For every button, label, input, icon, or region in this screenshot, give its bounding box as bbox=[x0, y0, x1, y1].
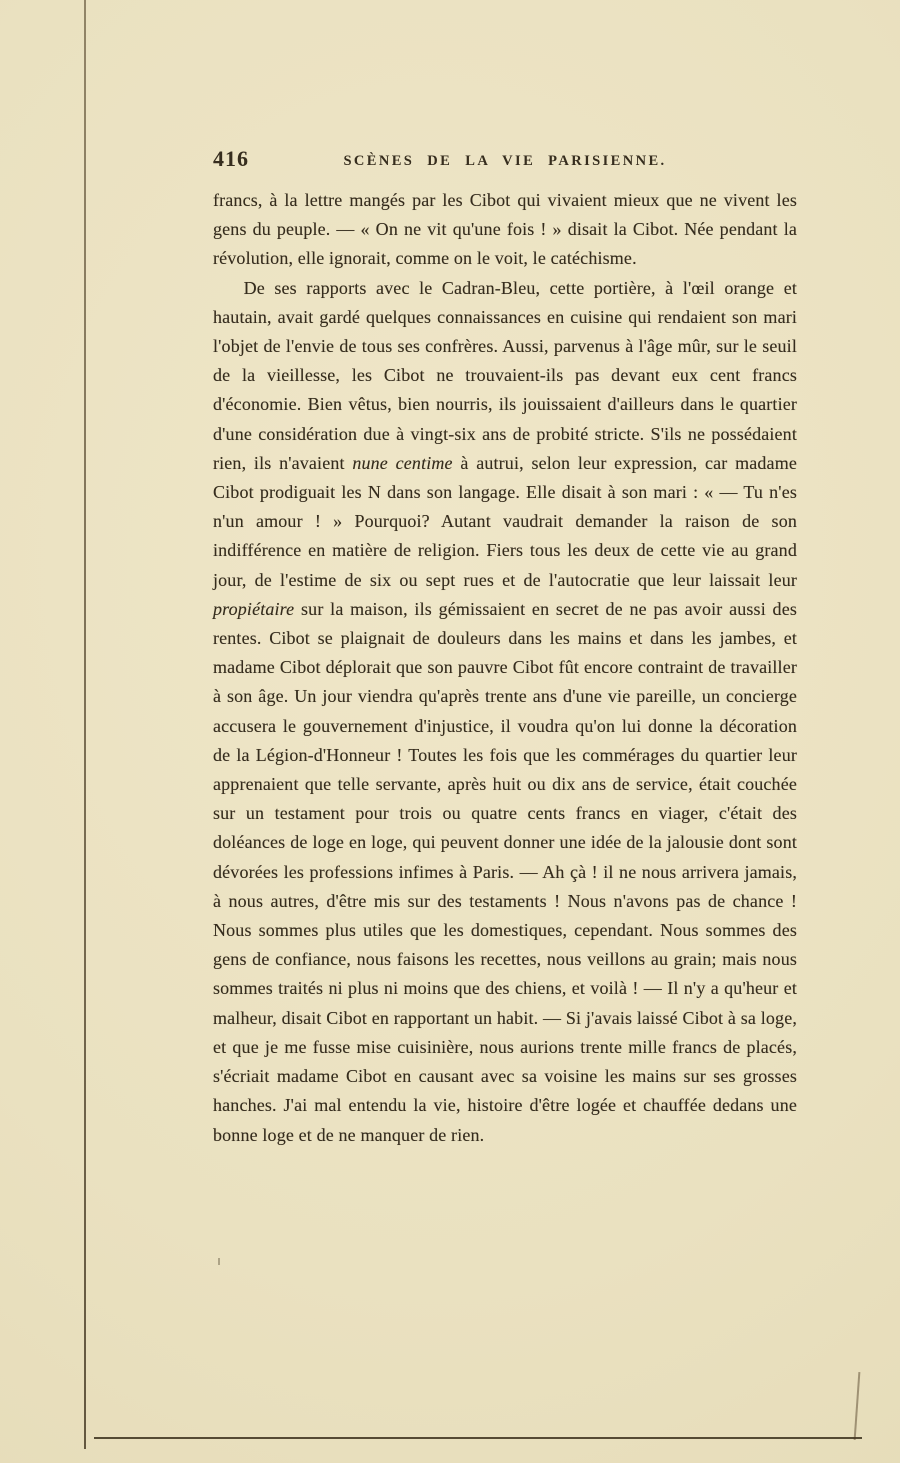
page-number: 416 bbox=[213, 146, 249, 171]
text-block bbox=[213, 186, 797, 1150]
page-edge-line-right bbox=[854, 1372, 861, 1440]
italic-text-segment: nune centime bbox=[352, 452, 453, 473]
paragraph bbox=[213, 274, 797, 1150]
text-segment: francs, à la lettre mangés par les Cibot qui vivaient mieux que ne vivent les gens du peuple. — « On ne vit qu'une fois ! » disait la Cibot. Née pendant la révolution, elle ignorait, comme on le voit, le catéchisme. bbox=[213, 190, 797, 269]
text-segment: De ses rapports avec le Cadran-Bleu, cette portière, à l'œil orange et hautain, avait gardé quelques connaissances en cuisine qui rendaient son mari l'objet de l'envie de tous ses confrères. Aussi, parvenus à l'âge mûr, sur le seuil de la vieillesse, les Cibot ne trouvaient-ils pas devant eux cent francs d'économie. Bien vêtus, bien nourris, ils jouissaient d'ailleurs dans le quartier d'une considération due à vingt-six ans de probité stricte. S'ils ne possédaient rien, ils n'avaient bbox=[213, 277, 797, 473]
italic-text-segment: propiétaire bbox=[213, 598, 295, 619]
page-edge-line-left bbox=[84, 0, 86, 1449]
paragraph bbox=[213, 186, 797, 274]
running-title: SCÈNES DE LA VIE PARISIENNE. bbox=[343, 153, 667, 169]
text-segment: à autrui, selon leur expression, car madame Cibot prodiguait les N dans son langage. Elle disait à son mari : « — Tu n'es n'un amour ! » Pourquoi? Autant vaudrait demander la raison de son indifférence en matière de religion. Fiers tous les deux de cette vie au grand jour, de l'estime de six ou sept rues et de l'autocratie que leur laissait leur bbox=[213, 452, 797, 590]
text-segment: sur la maison, ils gémissaient en secret de ne pas avoir aussi des rentes. Cibot se plaignait de douleurs dans les mains et dans les jambes, et madame Cibot déplorait que son pauvre Cibot fût encore contraint de travailler à son âge. Un jour viendra qu'après trente ans d'une vie pareille, un concierge accusera le gouvernement d'injustice, il voudra qu'on lui donne la décoration de la Légion-d'Honneur ! Toutes les fois que les commérages du quartier leur apprenaient que telle servante, après huit ou dix ans de service, était couchée sur un testament pour trois ou quatre cents francs en viager, c'était des doléances de loge en loge, qui peuvent donner une idée de la jalousie dont sont dévorées les professions infimes à Paris. — Ah çà ! il ne nous arrivera jamais, à nous autres, d'être mis sur des testaments ! Nous n'avons pas de chance ! Nous sommes plus utiles que les domestiques, cependant. Nous sommes des gens de confiance, nous faisons les recettes, nous veillons au grain; mais nous sommes traités ni plus ni moins que des chiens, et voilà ! — Il n'y a qu'heur et malheur, disait Cibot en rapportant un habit. — Si j'avais laissé Cibot à sa loge, et que je me fusse mise cuisinière, nous aurions trente mille francs de placés, s'écriait madame Cibot en causant avec sa voisine les mains sur ses grosses hanches. J'ai mal entendu la vie, histoire d'être logée et chauffée dedans une bonne loge et de ne manquer de rien. bbox=[213, 598, 797, 1145]
page-edge-line-bottom bbox=[94, 1437, 862, 1439]
running-head bbox=[213, 146, 797, 180]
scan-artifact-speck bbox=[218, 1258, 220, 1265]
